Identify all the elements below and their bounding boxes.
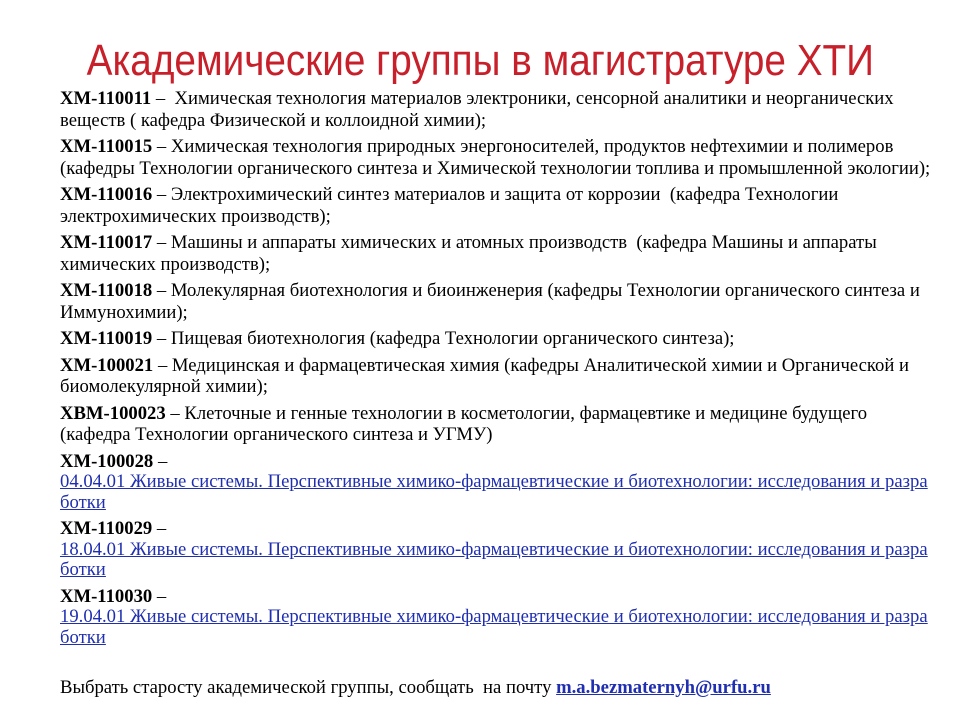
program-link[interactable] xyxy=(60,607,937,648)
group-code: ХМ-110016 xyxy=(60,184,153,205)
program-description: – Молекулярная биотехнология и биоинженерия (кафедры Технологии органического синтеза и Иммунохимии); xyxy=(60,280,925,323)
group-code: ХМ-100021 xyxy=(60,354,154,376)
program-description: – Машины и аппараты химических и атомных производств (кафедра Машины и аппараты химических производств); xyxy=(60,232,882,275)
program-description: – xyxy=(157,450,168,472)
group-code: ХМ-110017 xyxy=(60,232,153,253)
program-description: – Химическая технология материалов электроники, сенсорной аналитики и неорганических веществ ( кафедра Физической и коллоидной химии); xyxy=(60,88,899,131)
program-description: – Клеточные и генные технологии в косметологии, фармацевтике и медицине будущего (кафедра Технологии органического синтеза и УГМУ) xyxy=(60,402,872,445)
program-entry xyxy=(60,451,937,514)
group-code: ХМ-110030 xyxy=(60,585,153,607)
program-entry xyxy=(60,328,937,350)
group-code: ХМ-110019 xyxy=(60,328,153,349)
program-link-line[interactable]: 18.04.01 Живые системы. Перспективные химико-фармацевтические и биотехнологии: исследования и разра xyxy=(60,538,928,560)
program-description: – xyxy=(156,518,167,539)
program-entry xyxy=(60,403,937,446)
program-link-line[interactable]: ботки xyxy=(60,491,106,513)
program-link-line[interactable]: ботки xyxy=(60,626,106,648)
program-link[interactable] xyxy=(60,472,937,513)
program-link-line[interactable]: ботки xyxy=(60,559,106,580)
group-code: ХМ-100028 xyxy=(60,450,154,472)
program-entry xyxy=(60,518,937,581)
footer-note xyxy=(60,677,937,699)
program-entry xyxy=(60,280,937,323)
program-link-line[interactable]: 19.04.01 Живые системы. Перспективные химико-фармацевтические и биотехнологии: исследования и разра xyxy=(60,606,928,627)
group-code: ХМ-110029 xyxy=(60,518,153,539)
email-link[interactable]: m.a.bezmaternyh@urfu.ru xyxy=(556,677,771,698)
program-description: – Химическая технология природных энергоносителей, продуктов нефтехимии и полимеров (кафедры Технологии органического синтеза и Химической технологии топлива и промышленной экологии); xyxy=(60,136,931,179)
program-entry xyxy=(60,232,937,275)
group-code: ХМ-110018 xyxy=(60,280,153,301)
program-entry xyxy=(60,88,937,131)
program-link-line[interactable]: 04.04.01 Живые системы. Перспективные химико-фармацевтические и биотехнологии: исследования и разра xyxy=(60,471,928,492)
program-description: – Медицинская и фармацевтическая химия (кафедры Аналитической химии и Органической и биомолекулярной химии); xyxy=(60,354,914,397)
program-link[interactable] xyxy=(60,540,937,581)
footer-text: Выбрать старосту академической группы, сообщать на почту xyxy=(60,677,552,698)
program-entry xyxy=(60,184,937,227)
program-list xyxy=(60,88,937,653)
program-description: – Электрохимический синтез материалов и защита от коррозии (кафедра Технологии электрохимических производств); xyxy=(60,184,844,227)
group-code: ХМ-110015 xyxy=(60,136,153,157)
program-entry xyxy=(60,136,937,179)
program-description: – Пищевая биотехнология (кафедра Технологии органического синтеза); xyxy=(156,328,735,349)
slide-title xyxy=(0,34,960,88)
group-code: ХВМ-100023 xyxy=(60,402,166,424)
slide-title-text: Академические группы в магистратуре ХТИ xyxy=(86,36,874,85)
program-description: – xyxy=(156,585,167,607)
program-entry xyxy=(60,586,937,649)
group-code: ХМ-110011 xyxy=(60,88,152,109)
program-entry xyxy=(60,355,937,398)
